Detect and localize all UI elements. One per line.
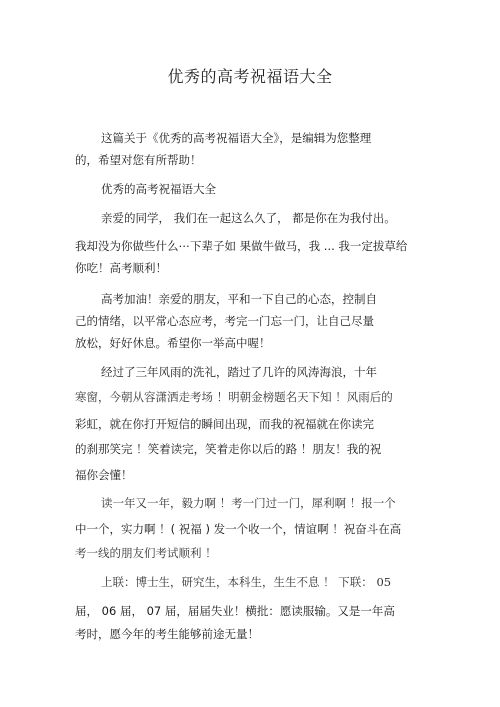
paragraph-line: 这篇关于《优秀的高考祝福语大全》，是编辑为您整理 <box>101 131 372 145</box>
section-heading: 优秀的高考祝福语大全 <box>101 182 216 196</box>
paragraph-line: 中一个，实力啊 ！( 祝福 ) 发一个收一个，情谊啊 ！祝奋斗在高 <box>75 522 402 536</box>
paragraph-line: 上联：博士生，研究生，本科生，生生不息 ！ 下联： 05 <box>101 575 392 589</box>
paragraph-line: 彩虹，就在你打开短信的瞬间出现，而我的祝福就在你读完 <box>75 417 374 431</box>
paragraph-line: 亲爱的同学， 我们在一起这么久了， 都是你在为我付出。 <box>101 211 396 225</box>
paragraph-line: 考一线的朋友们考试顺利 ！ <box>75 546 217 560</box>
paragraph-line: 的刹那笑完 ！笑着读完，笑着走你以后的路 ！朋友！我的祝 <box>75 442 382 456</box>
document-title: 优秀的高考祝福语大全 <box>167 67 333 86</box>
paragraph-line: 福你会懂！ <box>75 468 133 482</box>
paragraph-line: 读一年又一年，毅力啊 ！考一门过一门，犀利啊 ！报一个 <box>101 496 396 510</box>
paragraph-line: 经过了三年风雨的洗礼，踏过了几许的风涛海浪，十年 <box>101 365 377 379</box>
paragraph-line: 放松，好好休息。希望你一举高中喔！ <box>75 336 271 350</box>
paragraph-line: 考时，愿今年的考生能够前途无量！ <box>75 627 259 641</box>
paragraph-line: 高考加油！亲爱的朋友，平和一下自己的心态，控制自 <box>101 292 377 306</box>
paragraph-line: 你吃！高考顺利！ <box>75 261 167 275</box>
paragraph-line: 届， 06 届， 07 届，届届失业！横批：愿读服输。又是一年高 <box>75 604 395 618</box>
paragraph-line: 寒窗，今朝从容潇洒走考场 ！明朝金榜题名天下知 ！风雨后的 <box>75 390 393 404</box>
paragraph-line: 我却没为你做些什么⋯下辈子如 果做牛做马，我 ... 我一定拔草给 <box>75 239 408 253</box>
paragraph-line: 己的情绪，以平常心态应考，考完一门忘一门，让自己尽量 <box>75 314 374 328</box>
paragraph-line: 的，希望对您有所帮助！ <box>75 153 202 167</box>
